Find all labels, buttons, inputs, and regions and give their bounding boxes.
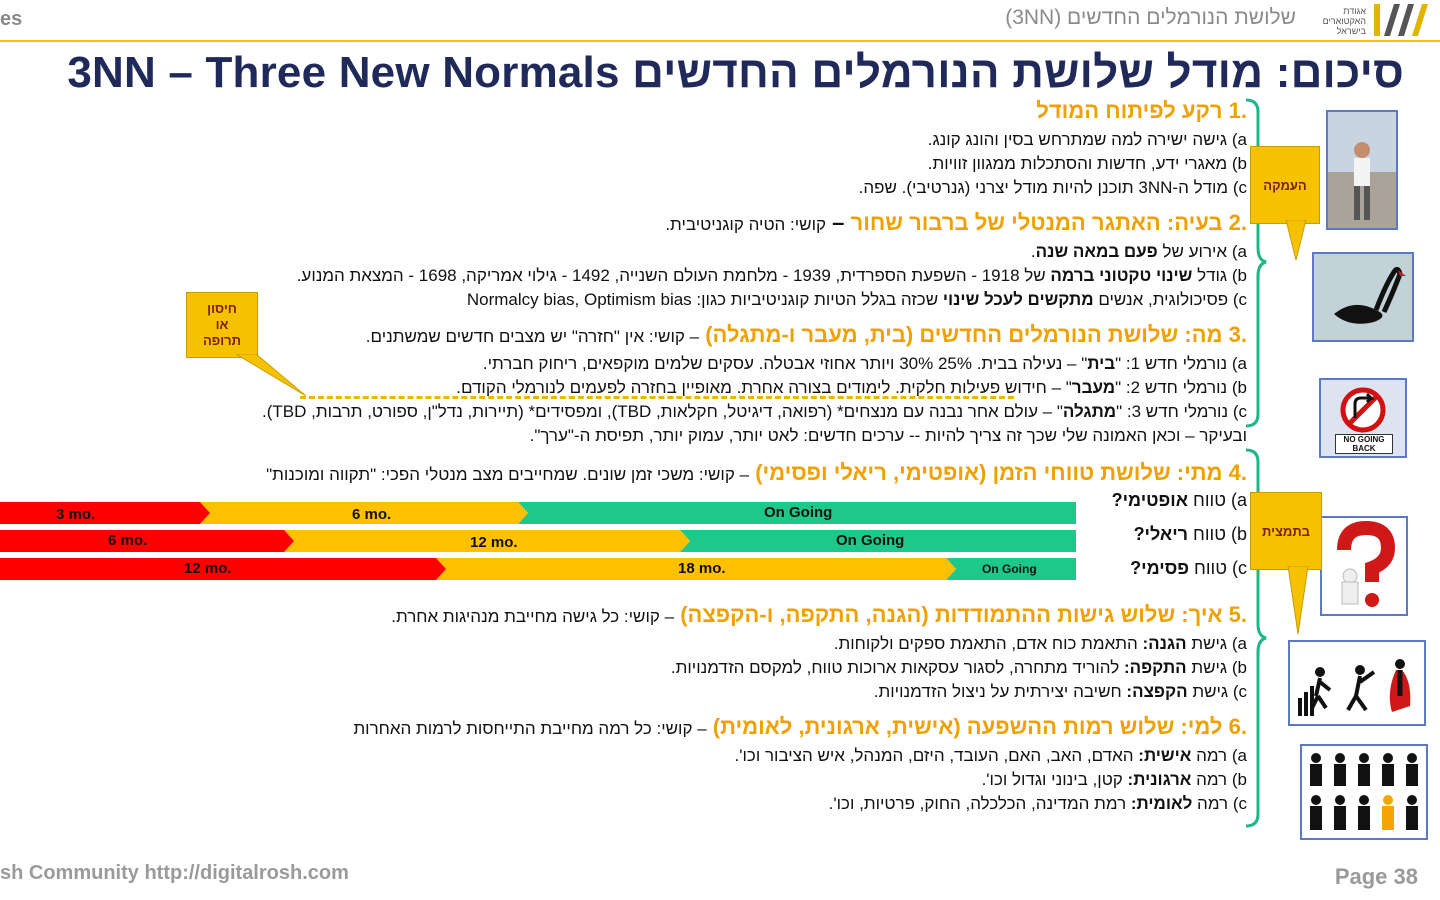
item-bold: התקפה: bbox=[1123, 658, 1187, 677]
item-text: נורמלי חדש 2: " bbox=[1115, 378, 1228, 397]
section-5-title: .5 איך: שלוש גישות ההתמודדות (הגנה, התקפה, ו-הקפצה) bbox=[680, 602, 1247, 627]
section-6-item-c bbox=[829, 794, 1247, 814]
section-3-heading bbox=[366, 322, 1247, 348]
callout-execution-pointer bbox=[1286, 566, 1310, 636]
section-2-item-b bbox=[297, 266, 1247, 286]
item-bold: הגנה: bbox=[1142, 634, 1187, 653]
item-text: טווח bbox=[1188, 490, 1226, 510]
item-text: " – נעילה בבית. 25% 30% ויותר אחוזי אבטלה. עסקים שלמים מוקפאים, ריחוק חברתי. bbox=[482, 354, 1088, 373]
item-mark: b) bbox=[1231, 658, 1247, 677]
header-divider bbox=[0, 40, 1440, 42]
section-3-difficulty: – קושי: אין "חזרה" יש מצבים חדשים שמשתנים. bbox=[365, 327, 700, 346]
section-4-item-b bbox=[1134, 524, 1247, 545]
bar-optimistic-yellow-label: 6 mo. bbox=[352, 506, 392, 523]
bar-optimistic-green-label: On Going bbox=[764, 504, 833, 521]
section-5-item-b bbox=[671, 658, 1247, 678]
item-text: ובעיקר – וכאן האמונה שלי שכך זה צריך להיות -- ערכים חדשים: לאט יותר, עמוק יותר, תפיסת ה-"ערך". bbox=[529, 426, 1247, 445]
item-text: " – עולם אחר נבנה עם מנצחים* (רפואה, דיגיטל, חקלאות, TBD), ומפסידים* (תיירות, נדל"ן, ספורט, תרבות, TBD). bbox=[262, 402, 1063, 421]
section-5-heading bbox=[391, 602, 1247, 628]
callout-vaccine-line3: תרופה bbox=[203, 333, 242, 348]
section-2-item-a bbox=[1031, 242, 1247, 262]
item-text: האדם, האב, האם, העובד, היזם, המנהל, איש הציבור וכו'. bbox=[734, 746, 1139, 765]
item-mark: b) bbox=[1231, 378, 1247, 397]
item-mark: a) bbox=[1231, 634, 1247, 653]
timeline-bars bbox=[0, 500, 1080, 584]
section-2-item-c bbox=[467, 290, 1247, 310]
item-text: " – חידוש פעילות חלקית. לימודים בצורה אחרת. מאופיין בחזרה לפעמים לנורמלי הקודם. bbox=[456, 378, 1072, 397]
photo-no-going-back bbox=[1319, 378, 1407, 458]
item-mark: b) bbox=[1230, 524, 1247, 544]
bar-pessimistic-yellow-label: 18 mo. bbox=[678, 560, 726, 577]
item-bold: מתקשים לעכל שינוי bbox=[942, 290, 1094, 309]
section-5-item-a bbox=[834, 634, 1247, 654]
item-text: חשיבה יצירתית על ניצול הזדמנויות. bbox=[873, 682, 1127, 701]
section-3-item-b bbox=[456, 378, 1247, 398]
section-4-item-a bbox=[1112, 490, 1247, 511]
item-text: טווח bbox=[1188, 524, 1226, 544]
item-bold: ריאלי? bbox=[1133, 524, 1189, 544]
item-bold: בית bbox=[1087, 354, 1116, 373]
section-3-item-a bbox=[483, 354, 1247, 374]
item-text: נורמלי חדש 1: " bbox=[1115, 354, 1228, 373]
section-5-difficulty: – קושי: כל גישה מחייבת מנהיגות אחרת. bbox=[391, 607, 675, 626]
section-3-title: .3 מה: שלושת הנורמלים החדשים (בית, מעבר ו-מתגלה) bbox=[705, 322, 1247, 347]
item-mark: a) bbox=[1231, 746, 1247, 765]
item-bold: לאומית: bbox=[1130, 794, 1193, 813]
section-2-heading: .2 בעיה: האתגר המנטלי של ברבור שחור – קושי: הטיה קוגניטיבית. bbox=[665, 210, 1247, 235]
section-6-heading bbox=[353, 714, 1247, 740]
item-mark: a) bbox=[1231, 242, 1247, 261]
callout-deepen-pointer bbox=[1284, 220, 1308, 262]
photo-people-levels bbox=[1300, 744, 1428, 840]
callout-deepen: העמקה bbox=[1250, 146, 1320, 224]
item-mark: c) bbox=[1232, 558, 1247, 578]
item-text: מודל ה-3NN תוכנן להיות מודל יצרני (גנרטיבי). שפה. bbox=[858, 178, 1229, 197]
item-bold: ארגונית: bbox=[1127, 770, 1192, 789]
section-2-difficulty: קושי: הטיה קוגניטיבית. bbox=[665, 215, 827, 234]
item-text: רמה bbox=[1191, 746, 1228, 765]
item-text: פסיכולוגית, אנשים bbox=[1093, 290, 1229, 309]
item-text: קטן, בינוני וגדול וכו'. bbox=[981, 770, 1128, 789]
item-mark: c) bbox=[1232, 682, 1247, 701]
item-text: טווח bbox=[1189, 558, 1227, 578]
section-4-title: .4 מתי: שלושת טווחי הזמן (אופטימי, ריאלי ופסימי) bbox=[755, 460, 1247, 485]
item-text: אירוע של bbox=[1157, 242, 1228, 261]
bar-pessimistic-red-label: 12 mo. bbox=[184, 560, 232, 577]
bar-optimistic-red bbox=[0, 502, 210, 524]
section-1-heading bbox=[1036, 98, 1247, 124]
item-bold: אופטימי? bbox=[1111, 490, 1189, 510]
item-text: מאגרי ידע, חדשות והסתכלות ממגוון זוויות. bbox=[927, 154, 1228, 173]
bar-optimistic-red-label: 3 mo. bbox=[56, 506, 96, 523]
section-3-note bbox=[530, 426, 1247, 446]
section-1-item-c bbox=[859, 178, 1247, 198]
section-5-item-c bbox=[874, 682, 1247, 702]
page-title: סיכום: מודל שלושת הנורמלים החדשים 3NN – Three New Normals bbox=[67, 48, 1404, 97]
section-6-difficulty: – קושי: כל רמה מחייבת התייחסות לרמות האחרות bbox=[353, 719, 707, 738]
association-logo bbox=[1306, 2, 1432, 38]
item-mark: b) bbox=[1231, 770, 1247, 789]
photo-person bbox=[1326, 110, 1398, 230]
item-text: גישת bbox=[1187, 682, 1229, 701]
item-mark: a) bbox=[1231, 130, 1247, 149]
logo-icon bbox=[1374, 2, 1432, 38]
section-4-item-c bbox=[1130, 558, 1247, 579]
section-6-title: .6 למי: שלוש רמות ההשפעה (אישית, ארגונית, לאומית) bbox=[712, 714, 1247, 739]
page-number: Page 38 bbox=[1334, 864, 1418, 889]
item-text: גודל bbox=[1192, 266, 1228, 285]
item-text: רמת המדינה, הכלכלה, החוק, פרטיות, וכו'. bbox=[828, 794, 1131, 813]
item-text: של 1918 - השפעת הספרדית, 1939 - מלחמת העולם השנייה, 1492 - גילוי אמריקה, 1698 - המצאת המנוע. bbox=[296, 266, 1051, 285]
item-text: להוריד מתחרה, לסגור עסקאות ארוכות טווח, למקסם הזדמנויות. bbox=[670, 658, 1124, 677]
callout-vaccine-line1: חיסון bbox=[207, 301, 237, 316]
section-2-title: .2 בעיה: האתגר המנטלי של ברבור שחור bbox=[850, 210, 1247, 235]
section-1-item-b bbox=[928, 154, 1247, 174]
item-mark: b) bbox=[1231, 266, 1247, 285]
item-text: גישה ישירה למה שמתרחש בסין והונג קונג. bbox=[927, 130, 1228, 149]
section-4-difficulty: – קושי: משכי זמן שונים. שמחייבים מצב מנטלי הפכי: "תקווה ומוכנות" bbox=[266, 465, 750, 484]
item-text: גישת bbox=[1186, 634, 1228, 653]
item-bold: הקפצה: bbox=[1126, 682, 1188, 701]
no-going-back-sign: NO GOING BACK bbox=[1335, 434, 1393, 454]
item-mark: c) bbox=[1232, 290, 1247, 309]
section-6-item-b bbox=[982, 770, 1247, 790]
item-mark: c) bbox=[1232, 794, 1247, 813]
header-title: שלושת הנורמלים החדשים (3NN) bbox=[1005, 6, 1296, 29]
callout-execution: בתמצית bbox=[1250, 492, 1322, 570]
item-text: רמה bbox=[1192, 794, 1229, 813]
item-mark: c) bbox=[1232, 402, 1247, 421]
item-text: גישת bbox=[1186, 658, 1228, 677]
item-text: שכזה בגלל הטיות קוגניטיביות כגון: Normalcy bias, Optimism bias bbox=[466, 290, 943, 309]
item-mark: c) bbox=[1232, 178, 1247, 197]
callout-vaccine-pointer bbox=[236, 354, 308, 398]
item-bold: מעבר bbox=[1071, 378, 1116, 397]
item-mark: b) bbox=[1231, 154, 1247, 173]
item-text: רמה bbox=[1191, 770, 1228, 789]
item-text: נורמלי חדש 3: " bbox=[1116, 402, 1229, 421]
photo-three-approaches bbox=[1288, 640, 1426, 726]
section-6-item-a bbox=[735, 746, 1247, 766]
section-1-item-a bbox=[928, 130, 1247, 150]
item-bold: פסימי? bbox=[1130, 558, 1190, 578]
section-3-item-c bbox=[262, 402, 1247, 422]
footer-url: sh Community http://digitalrosh.com bbox=[0, 862, 349, 884]
item-mark: a) bbox=[1231, 354, 1247, 373]
callout-vaccine bbox=[186, 292, 258, 358]
header-left-fragment: es bbox=[0, 8, 23, 30]
item-bold: שינוי טקטוני ברמה bbox=[1050, 266, 1193, 285]
bar-realistic-yellow-label: 12 mo. bbox=[470, 534, 518, 551]
bar-pessimistic-green-label: On Going bbox=[982, 562, 1037, 576]
callout-vaccine-line2: או bbox=[215, 317, 229, 332]
item-text: התאמת כוח אדם, התאמת ספקים ולקוחות. bbox=[833, 634, 1143, 653]
section-4-heading bbox=[266, 460, 1247, 486]
bar-realistic-red-label: 6 mo. bbox=[108, 532, 148, 549]
logo-text: אגודת האקטוארים בישראל bbox=[1322, 6, 1366, 36]
photo-black-swan bbox=[1312, 252, 1414, 342]
photo-question-mark bbox=[1320, 516, 1408, 616]
item-bold: מתגלה bbox=[1062, 402, 1117, 421]
bar-realistic-green-label: On Going bbox=[836, 532, 905, 549]
item-bold: אישית: bbox=[1138, 746, 1192, 765]
item-mark: a) bbox=[1230, 490, 1247, 510]
item-text: . bbox=[1030, 242, 1036, 261]
section-1-title: .1 רקע לפיתוח המודל bbox=[1036, 98, 1247, 123]
item-bold: פעם במאה שנה bbox=[1035, 242, 1158, 261]
